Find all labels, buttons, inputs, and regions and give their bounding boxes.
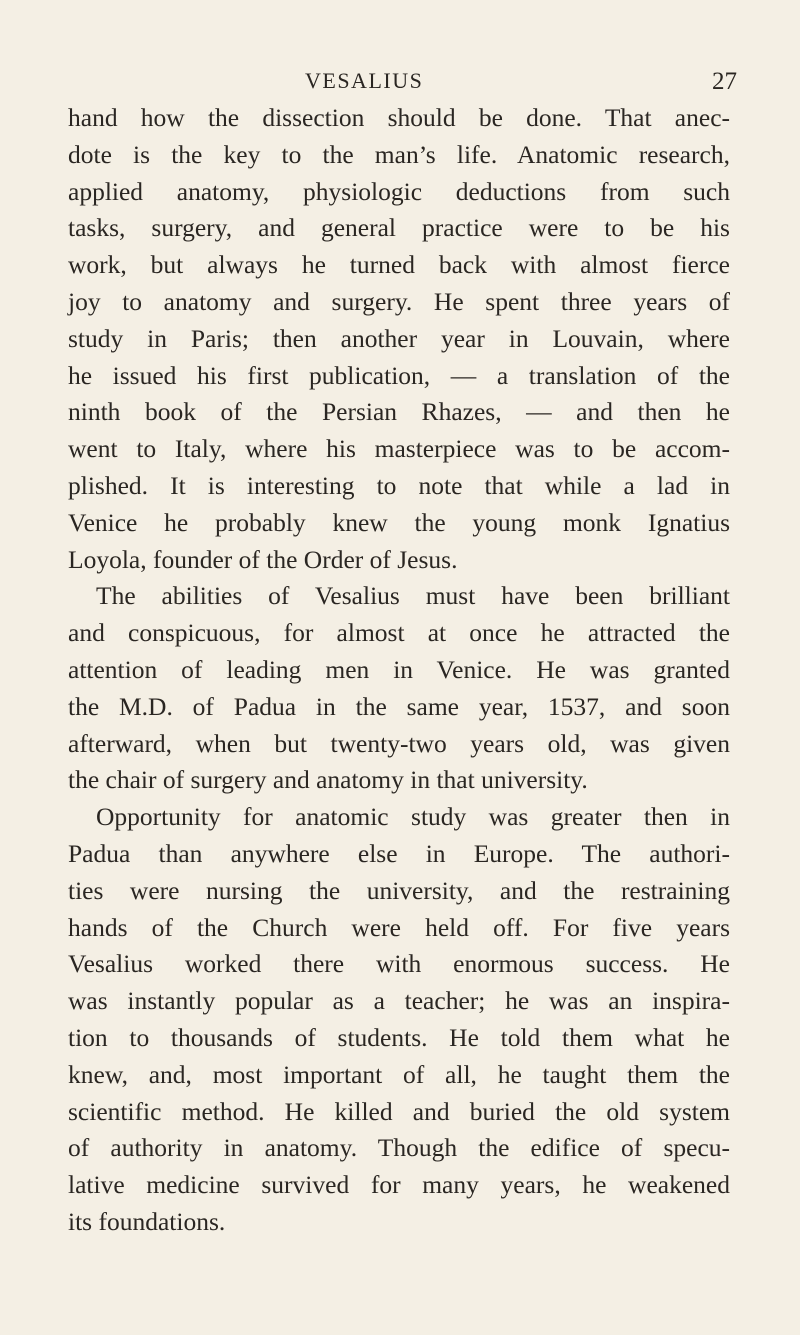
text-line: of authority in anatomy. Though the edifice of specu- <box>68 1133 730 1163</box>
text-line: went to Italy, where his masterpiece was to be accom- <box>68 434 730 464</box>
text-line: tion to thousands of students. He told them what he <box>68 1022 730 1052</box>
text-line: ninth book of the Persian Rhazes, — and then he <box>68 397 730 427</box>
text-line: study in Paris; then another year in Louvain, where <box>68 323 730 353</box>
text-line: dote is the key to the man’s life. Anatomic research, <box>68 139 730 169</box>
text-line: hands of the Church were held off. For five years <box>68 912 730 942</box>
text-line: he issued his first publication, — a translation of the <box>68 360 730 390</box>
paragraph-start-line: Opportunity for anatomic study was greater then in <box>96 802 730 832</box>
paragraph-end-line: the chair of surgery and anatomy in that university. <box>68 765 588 795</box>
text-line: and conspicuous, for almost at once he attracted the <box>68 618 730 648</box>
text-line: Venice he probably knew the young monk Ignatius <box>68 507 730 537</box>
text-line: joy to anatomy and surgery. He spent three years of <box>68 286 730 316</box>
text-line: ties were nursing the university, and the restraining <box>68 875 730 905</box>
text-line: lative medicine survived for many years, he weakened <box>68 1170 730 1200</box>
text-line: hand how the dissection should be done. That anec- <box>68 103 730 132</box>
text-line: work, but always he turned back with almost fierce <box>68 250 730 280</box>
text-line: knew, and, most important of all, he taught them the <box>68 1059 730 1089</box>
text-line: tasks, surgery, and general practice were to be his <box>68 213 730 243</box>
running-head <box>0 68 800 98</box>
text-line: applied anatomy, physiologic deductions from such <box>68 176 730 206</box>
body-text <box>68 100 730 1241</box>
text-line: scientific method. He killed and buried the old system <box>68 1096 730 1126</box>
paragraph-end-line: its foundations. <box>68 1206 226 1236</box>
paragraph-end-line: Loyola, founder of the Order of Jesus. <box>68 544 458 574</box>
text-line: Vesalius worked there with enormous success. He <box>68 949 730 979</box>
text-line: was instantly popular as a teacher; he was an inspira- <box>68 986 730 1016</box>
page-number: 27 <box>712 68 737 95</box>
text-line: afterward, when but twenty-two years old, was given <box>68 728 730 758</box>
text-line: plished. It is interesting to note that while a lad in <box>68 470 730 500</box>
running-title: VESALIUS <box>305 68 424 93</box>
paragraph-start-line: The abilities of Vesalius must have been brilliant <box>96 581 730 611</box>
text-line: the M.D. of Padua in the same year, 1537, and soon <box>68 691 730 721</box>
text-line: Padua than anywhere else in Europe. The authori- <box>68 838 730 868</box>
text-line: attention of leading men in Venice. He was granted <box>68 654 730 684</box>
